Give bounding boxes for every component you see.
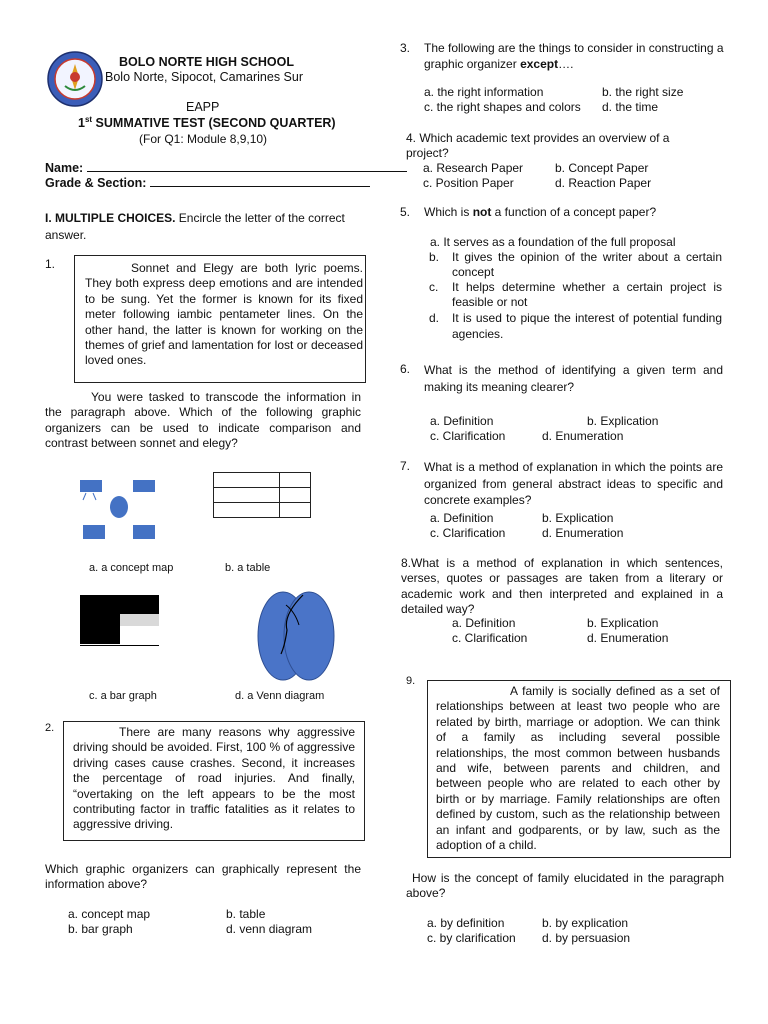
q2-passage: There are many reasons why aggressive driving should be avoided. First, 100 % of aggressive driving cases cause crashes. Second, it increases the percentage of road injuries. And finally, “overtaking on the left appears to be the most contributing factor in traffic fatalities as it relates to aggressive driving.	[73, 725, 355, 832]
q5-stem-text: Which is	[424, 205, 473, 219]
q5-option-d[interactable]: It is used to pique the interest of potential funding agencies.	[452, 311, 722, 341]
q7-option-b[interactable]: b. Explication	[542, 511, 614, 525]
q5-option-b[interactable]: It gives the opinion of the writer about a certain concept	[452, 250, 722, 279]
q8-option-b[interactable]: b. Explication	[587, 616, 659, 630]
q2-number: 2.	[45, 722, 55, 734]
q4-stem: 4. Which academic text provides an overview of a project?	[406, 131, 670, 160]
q2-option-c[interactable]: b. bar graph	[68, 922, 133, 936]
q6-number: 6.	[400, 362, 411, 376]
q1-question: You were tasked to transcode the information in the paragraph above. Which of the following graphic organizers can be used to indicate comparison and contrast between sonnet and elegy?	[45, 390, 361, 451]
q6-option-b[interactable]: b. Explication	[587, 414, 659, 428]
section-text: Encircle the letter of the correct answer.	[45, 211, 345, 242]
q9-passage-box	[427, 680, 731, 858]
q9-passage: A family is socially defined as a set of relationships between at least two people who are related by birth, marriage or adoption. We can think of a family as including several possible relationships, the most common between husbands and wife, between parents and children, and between people who are related to each other by birth or by marriage. Family relationships are often defined by custom, such as the relationship between an infant and godparents, or by law, such as the adoption of a child.	[436, 684, 720, 853]
q5-option-c[interactable]: It helps determine whether a certain project is feasible or not	[452, 280, 722, 309]
q2-question: Which graphic organizers can graphically represent the information above?	[45, 862, 361, 892]
q5-stem	[424, 205, 656, 219]
q8-stem: 8.What is a method of explanation in which sentences, verses, quotes or passages are taken from a literary or academic work and then interpreted and explained in a detailed way?	[401, 556, 723, 616]
q3-stem	[424, 41, 724, 72]
q5-stem-emphasis: not	[472, 205, 492, 219]
q3-option-a[interactable]: a. the right information	[424, 85, 544, 99]
concept-map-figure	[80, 478, 160, 542]
q1-number: 1.	[45, 257, 56, 271]
q9-number: 9.	[406, 675, 416, 687]
q7-option-d[interactable]: d. Enumeration	[542, 526, 624, 540]
q5-stem-end: a function of a concept paper?	[491, 205, 657, 219]
q1-option-c[interactable]: c. a bar graph	[89, 690, 157, 702]
q3-number: 3.	[400, 41, 411, 55]
grade-blank[interactable]	[150, 186, 370, 187]
name-label: Name:	[45, 161, 84, 175]
q4-option-a[interactable]: a. Research Paper	[423, 161, 524, 175]
q4-option-b[interactable]: b. Concept Paper	[555, 161, 649, 175]
q2-option-a[interactable]: a. concept map	[68, 907, 151, 921]
q9-option-b[interactable]: b. by explication	[542, 916, 629, 930]
bar-graph-figure	[80, 595, 162, 647]
q6-option-d[interactable]: d. Enumeration	[542, 429, 624, 443]
q4-option-c[interactable]: c. Position Paper	[423, 176, 514, 190]
q6-stem: What is the method of identifying a given term and making its meaning clearer?	[424, 363, 723, 394]
q3-option-c[interactable]: c. the right shapes and colors	[424, 100, 581, 114]
test-title	[78, 115, 336, 130]
q1-passage-box	[74, 255, 366, 383]
table-figure	[213, 472, 311, 518]
q1-option-a[interactable]: a. a concept map	[89, 562, 174, 574]
test-coverage: (For Q1: Module 8,9,10)	[139, 132, 268, 146]
q7-option-a[interactable]: a. Definition	[430, 511, 494, 525]
q2-option-b[interactable]: b. table	[226, 907, 266, 921]
section-title: I. MULTIPLE CHOICES.	[45, 211, 176, 225]
name-row	[45, 161, 407, 175]
q6-option-c[interactable]: c. Clarification	[430, 429, 506, 443]
q5-option-b-letter: b.	[429, 250, 440, 264]
q9-question: How is the concept of family elucidated in the paragraph above?	[406, 871, 724, 901]
q3-stem-text: The following are the things to consider in constructing a graphic organizer	[424, 41, 724, 71]
q4-option-d[interactable]: d. Reaction Paper	[555, 176, 652, 190]
q5-option-d-letter: d.	[429, 311, 440, 325]
q7-option-c[interactable]: c. Clarification	[430, 526, 506, 540]
school-logo	[46, 50, 104, 108]
test-number-suffix: st	[84, 115, 93, 124]
q8-option-a[interactable]: a. Definition	[452, 616, 516, 630]
q5-option-a[interactable]: a. It serves as a foundation of the full proposal	[430, 235, 676, 249]
section-instruction	[45, 210, 363, 244]
venn-diagram-figure	[255, 590, 337, 682]
q2-option-d[interactable]: d. venn diagram	[226, 922, 313, 936]
q5-option-c-letter: c.	[429, 280, 439, 294]
q7-stem: What is a method of explanation in which the points are organized from general abstract ideas to specific and concrete examples?	[424, 460, 723, 507]
q9-option-c[interactable]: c. by clarification	[427, 931, 516, 945]
q9-option-a[interactable]: a. by definition	[427, 916, 505, 930]
school-name: BOLO NORTE HIGH SCHOOL	[119, 55, 294, 69]
grade-label: Grade & Section:	[45, 176, 147, 190]
test-number: 1	[78, 116, 85, 131]
subject-title: EAPP	[186, 100, 220, 114]
q9-option-d[interactable]: d. by persuasion	[542, 931, 631, 945]
test-title-text: SUMMATIVE TEST (SECOND QUARTER)	[92, 116, 336, 131]
school-address: Bolo Norte, Sipocot, Camarines Sur	[105, 70, 304, 84]
grade-row	[45, 176, 370, 190]
q5-number: 5.	[400, 205, 411, 219]
name-blank[interactable]	[87, 171, 407, 172]
q3-option-b[interactable]: b. the right size	[602, 85, 684, 99]
q8-option-c[interactable]: c. Clarification	[452, 631, 528, 645]
q6-option-a[interactable]: a. Definition	[430, 414, 494, 428]
q1-passage: Sonnet and Elegy are both lyric poems. They both express deep emotions and are intended to be sung. Yet the former is known for its fixed meter following iambic pentameter lines. On the other hand, the latter is known for working on the themes of grief and lamentation for lost or deceased loved ones.	[85, 261, 363, 368]
q1-option-d[interactable]: d. a Venn diagram	[235, 690, 325, 702]
q8-option-d[interactable]: d. Enumeration	[587, 631, 669, 645]
q3-stem-emphasis: except	[520, 56, 559, 71]
q3-stem-end: ….	[558, 56, 574, 71]
q3-option-d[interactable]: d. the time	[602, 100, 659, 114]
q7-number: 7.	[400, 459, 411, 473]
q1-option-b[interactable]: b. a table	[225, 562, 271, 574]
q2-passage-box	[63, 721, 365, 841]
